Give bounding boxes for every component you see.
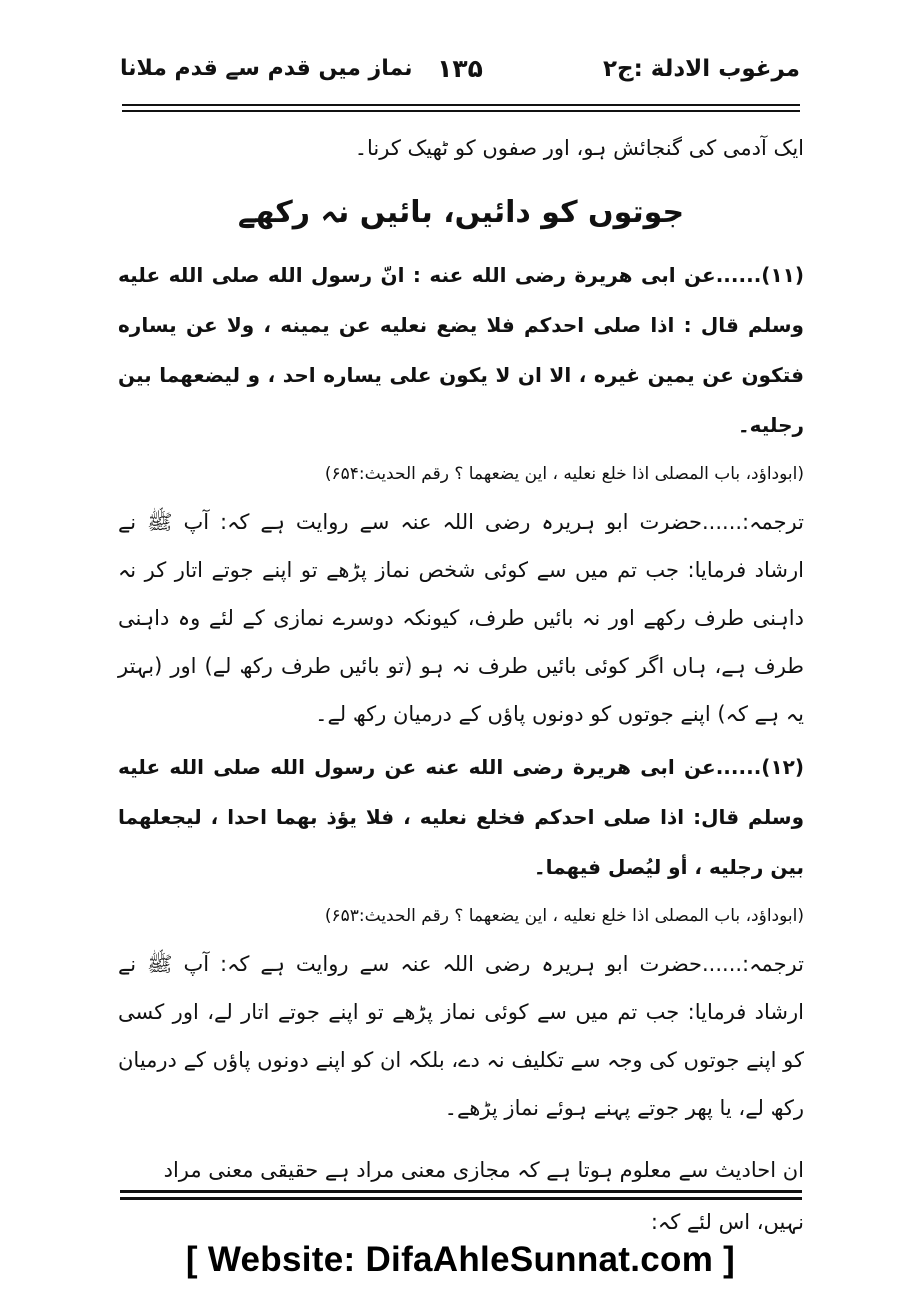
intro-line: ایک آدمی کی گنجائش ہو، اور صفوں کو ٹھیک کرنا۔ [354, 136, 804, 160]
closing-line: ان احادیث سے معلوم ہوتا ہے کہ مجازی معنی مراد ہے حقیقی معنی مراد نہیں، اس لئے کہ: [163, 1158, 804, 1234]
book-title: مرغوب الادلة :ج۲ [602, 56, 800, 82]
header-rule-lower [122, 110, 800, 112]
hadith-11-reference: (ابوداؤد، باب المصلی اذا خلع نعليه ، اين يضعهما ؟ رقم الحديث:۶۵۴) [324, 464, 804, 484]
footer-rule-upper [120, 1190, 802, 1193]
hadith-12-arabic: (۱۲)......عن ابی هريرة رضی الله عنه عن رسول الله صلی الله عليه وسلم قال: اذا صلی احدکم فخلع نعليه ، فلا يؤذ بهما احدا ، ليجعلهما بين رجليه ، أو ليُصل فيهما۔ [118, 755, 804, 879]
hadith-12-reference: (ابوداؤد، باب المصلی اذا خلع نعليه ، اين يضعهما ؟ رقم الحديث:۶۵۳) [324, 906, 804, 926]
chapter-title: نماز میں قدم سے قدم ملانا [120, 56, 413, 81]
hadith-11-arabic: (۱۱)......عن ابی هريرة رضی الله عنه : انّ رسول الله صلی الله عليه وسلم قال : اذا صلی احدکم فلا يضع نعليه عن يمينه ، ولا عن يساره فتکون عن يمين غيره ، الا ان لا يکون علی يساره احد ، و ليضعهما بين رجليه۔ [118, 263, 804, 437]
hadith-12-translation: ترجمہ:......حضرت ابو ہریرہ رضی اللہ عنہ سے روایت ہے کہ: آپ ﷺ نے ارشاد فرمایا: جب تم میں سے کوئی نماز پڑھے تو اپنے جوتے اتار لے، اور کسی کو اپنے جوتوں کی وجہ سے تکلیف نہ دے، بلکہ ان کو اپنے دونوں پاؤں کے درمیان رکھ لے، یا پھر جوتے پہنے ہوئے نماز پڑھے۔ [118, 952, 804, 1120]
page-number: ۱۳۵ [437, 54, 483, 83]
hadith-11-translation: ترجمہ:......حضرت ابو ہریرہ رضی اللہ عنہ سے روایت ہے کہ: آپ ﷺ نے ارشاد فرمایا: جب تم میں سے کوئی شخص نماز پڑھے تو اپنے جوتے اتار کر نہ داہنی طرف رکھے اور نہ بائیں طرف، کیونکہ دوسرے نمازی کے لئے وہ داہنی طرف ہے، ہاں اگر کوئی بائیں طرف نہ ہو (تو بائیں طرف رکھ لے) اور (بہتر یہ ہے کہ) اپنے جوتوں کو دونوں پاؤں کے درمیان رکھ لے۔ [118, 510, 804, 726]
page-body [118, 122, 804, 1248]
footer-rule-lower [120, 1197, 802, 1200]
section-heading: جوتوں کو دائیں، بائیں نہ رکھے [237, 195, 685, 230]
header-rule-upper [122, 104, 800, 106]
website-footer: [ Website: DifaAhleSunnat.com ] [185, 1240, 736, 1279]
page-header [120, 52, 800, 100]
